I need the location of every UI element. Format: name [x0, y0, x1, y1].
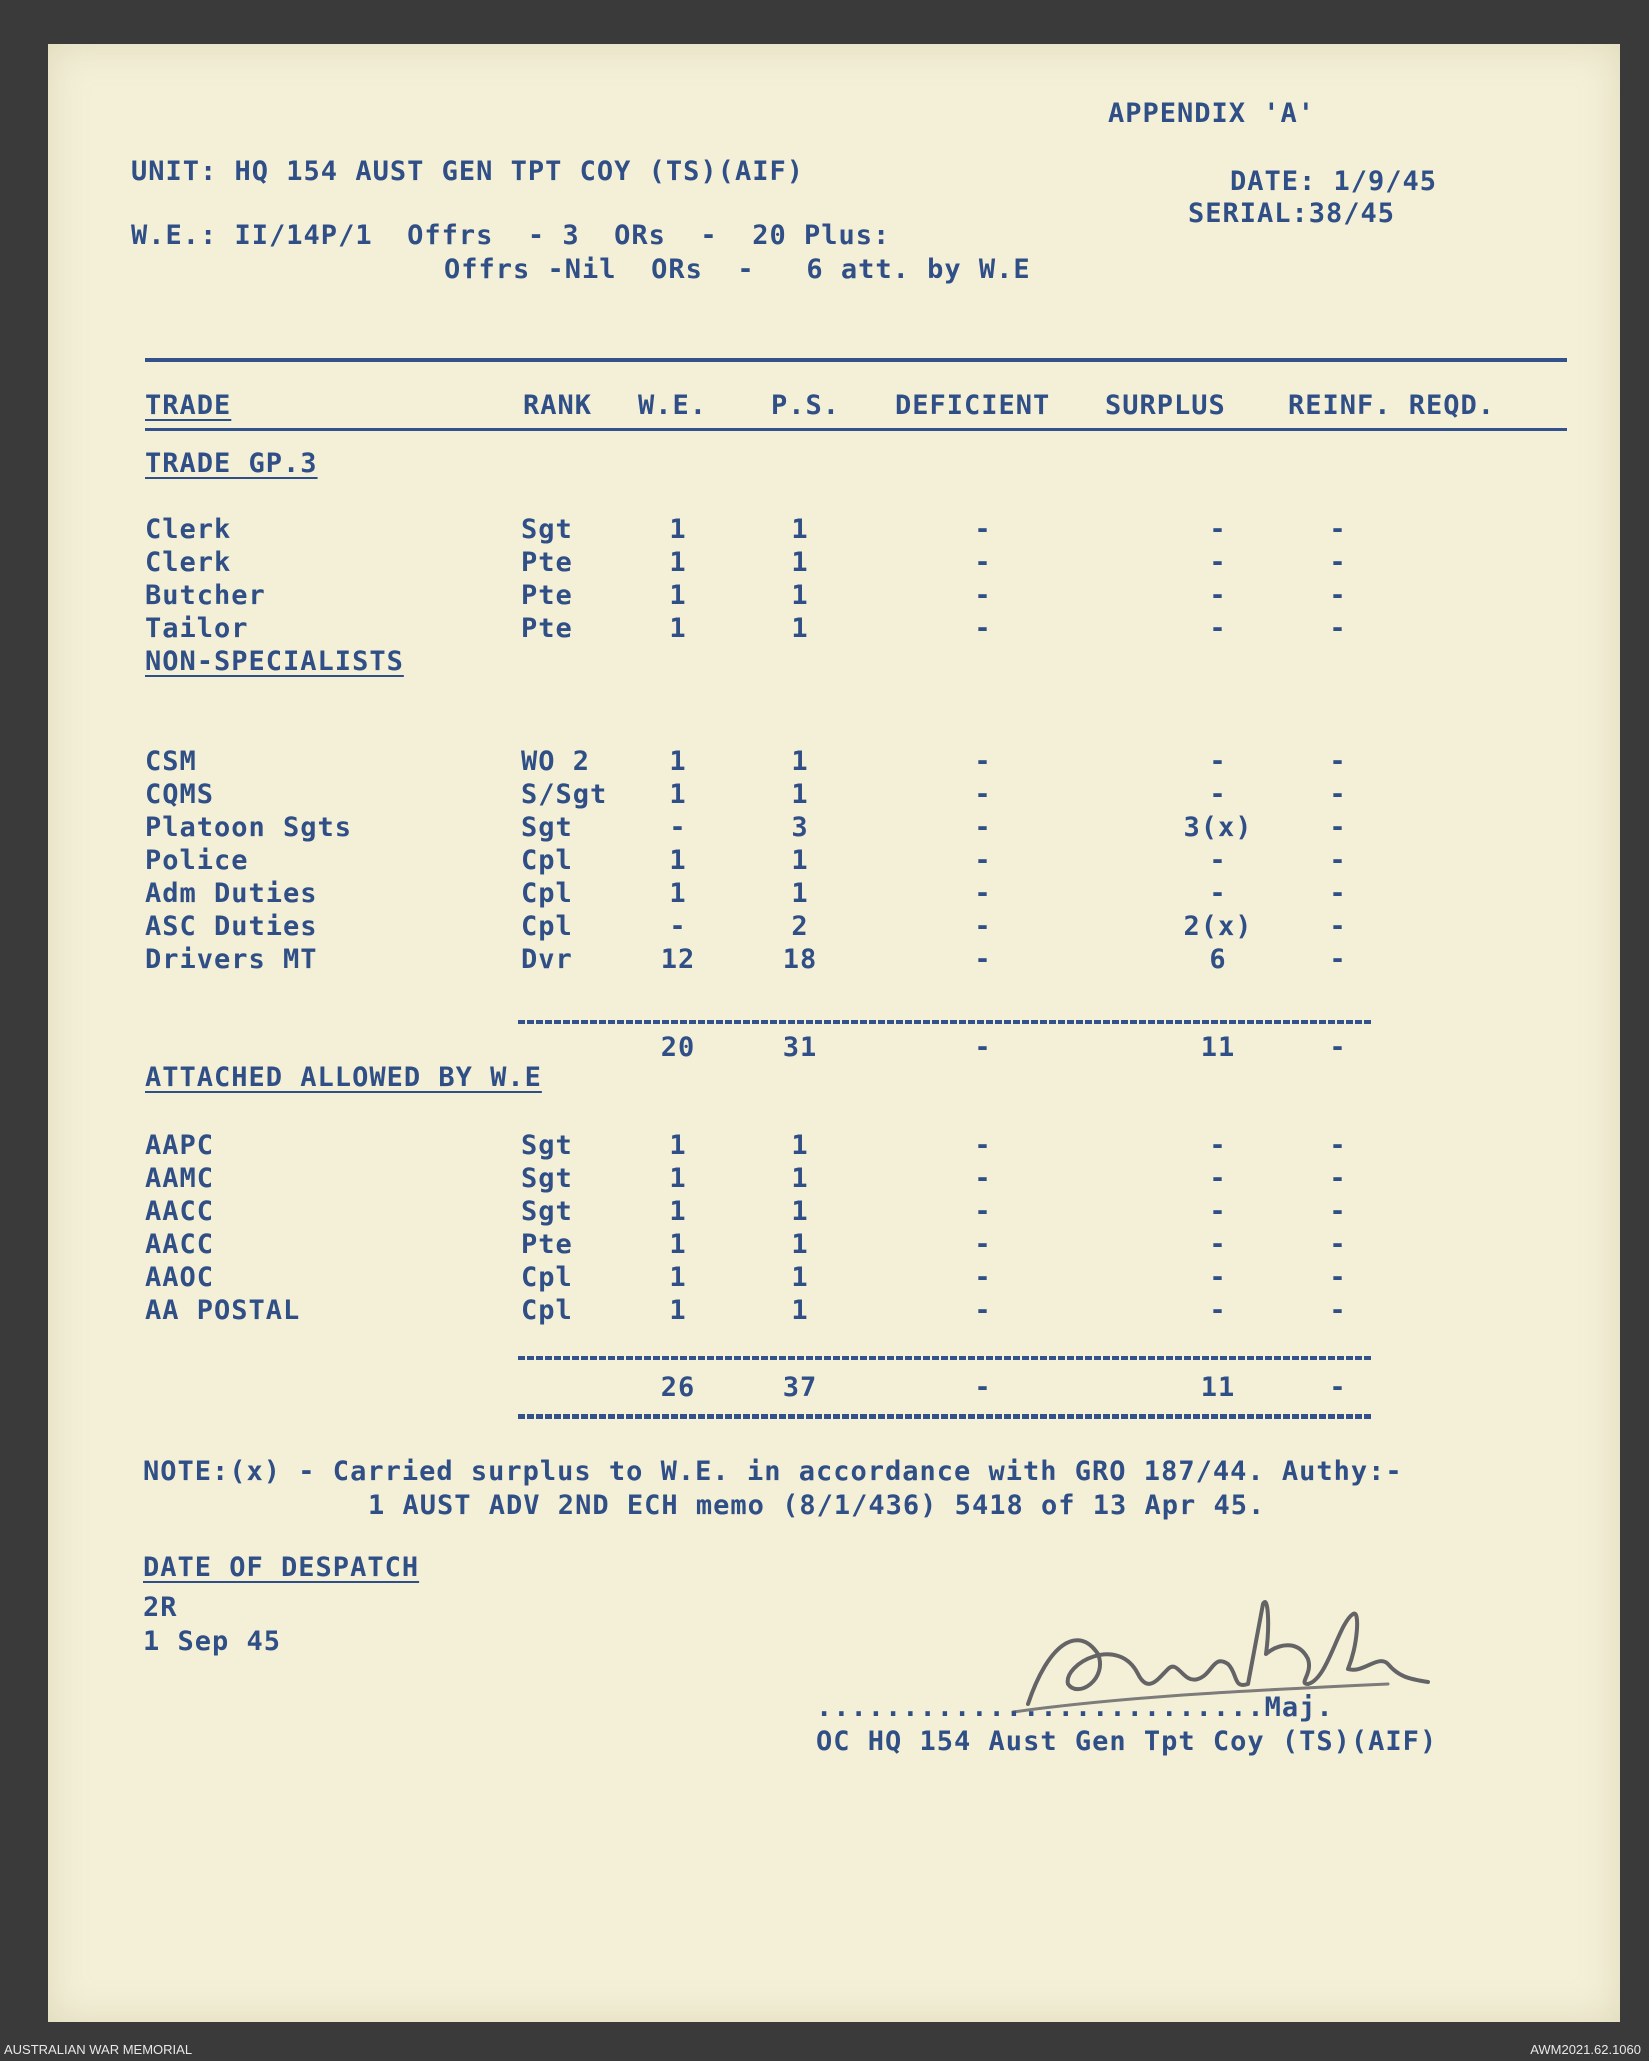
we-line-2: Offrs -Nil ORs - 6 att. by W.E: [444, 254, 1031, 285]
table-cell: 1: [669, 1163, 687, 1194]
subtotal-cell: 11: [1200, 1032, 1236, 1063]
table-cell: 1: [791, 1262, 809, 1293]
despatch-heading: DATE OF DESPATCH: [143, 1552, 420, 1583]
table-cell: 1: [791, 1295, 809, 1326]
table-cell: -: [669, 812, 687, 843]
row-trade: AAMC: [145, 1163, 215, 1194]
table-cell: 3(x): [1183, 812, 1253, 843]
table-cell: -: [974, 547, 992, 578]
row-trade: AAPC: [145, 1130, 215, 1161]
table-cell: 1: [791, 779, 809, 810]
table-cell: 1: [669, 1229, 687, 1260]
footer-left: AUSTRALIAN WAR MEMORIAL: [4, 2042, 193, 2057]
serial-line: SERIAL:38/45: [1188, 198, 1396, 229]
footer-right: AWM2021.62.1060: [1530, 2042, 1641, 2057]
column-header: RANK: [523, 390, 593, 421]
table-cell: -: [1329, 547, 1347, 578]
table-cell: -: [1209, 1130, 1227, 1161]
table-cell: -: [1209, 514, 1227, 545]
column-header-rule: [145, 428, 1567, 431]
row-trade: Clerk: [145, 547, 232, 578]
table-cell: -: [1329, 779, 1347, 810]
table-cell: Cpl: [521, 1262, 573, 1293]
signature-dots: ..........................Maj.: [816, 1692, 1334, 1723]
table-cell: -: [974, 1262, 992, 1293]
table-cell: -: [1329, 845, 1347, 876]
row-trade: Police: [145, 845, 249, 876]
table-cell: Cpl: [521, 878, 573, 909]
table-cell: 1: [669, 580, 687, 611]
row-trade: Clerk: [145, 514, 232, 545]
row-trade: CQMS: [145, 779, 215, 810]
table-cell: -: [1209, 547, 1227, 578]
table-cell: -: [974, 514, 992, 545]
table-cell: -: [1209, 1262, 1227, 1293]
total-rule-bottom: [518, 1414, 1373, 1419]
table-cell: -: [1329, 1196, 1347, 1227]
table-cell: -: [1329, 878, 1347, 909]
table-cell: -: [974, 746, 992, 777]
table-cell: -: [974, 1196, 992, 1227]
table-cell: Pte: [521, 1229, 573, 1260]
table-cell: -: [974, 812, 992, 843]
table-cell: 1: [669, 1130, 687, 1161]
column-header: SURPLUS: [1105, 390, 1226, 421]
table-cell: 1: [669, 1196, 687, 1227]
table-cell: 1: [791, 746, 809, 777]
total-cell: -: [974, 1372, 992, 1403]
table-cell: -: [1209, 1163, 1227, 1194]
table-cell: 3: [791, 812, 809, 843]
table-cell: 1: [669, 547, 687, 578]
table-cell: 12: [660, 944, 696, 975]
subtotal-cell: -: [974, 1032, 992, 1063]
despatch-date: 1 Sep 45: [143, 1626, 282, 1657]
table-cell: 2: [791, 911, 809, 942]
table-cell: -: [669, 911, 687, 942]
table-cell: 1: [791, 613, 809, 644]
table-cell: -: [1329, 613, 1347, 644]
table-cell: 1: [791, 845, 809, 876]
table-cell: -: [1209, 1295, 1227, 1326]
table-cell: -: [1209, 580, 1227, 611]
row-trade: Drivers MT: [145, 944, 318, 975]
row-trade: Butcher: [145, 580, 266, 611]
table-cell: -: [1329, 1295, 1347, 1326]
table-cell: 1: [791, 514, 809, 545]
subtotal-rule: [518, 1020, 1373, 1024]
total-cell: 37: [782, 1372, 818, 1403]
header-rule: [145, 358, 1567, 362]
table-cell: -: [974, 911, 992, 942]
table-cell: 1: [669, 779, 687, 810]
row-trade: AACC: [145, 1196, 215, 1227]
table-cell: -: [974, 779, 992, 810]
table-cell: S/Sgt: [521, 779, 608, 810]
table-cell: -: [1329, 746, 1347, 777]
table-cell: -: [974, 1163, 992, 1194]
total-rule-top: [518, 1356, 1373, 1360]
document-page: [48, 44, 1620, 2022]
table-cell: Sgt: [521, 1163, 573, 1194]
table-cell: Cpl: [521, 845, 573, 876]
table-cell: -: [1329, 812, 1347, 843]
table-cell: -: [1329, 1130, 1347, 1161]
table-cell: -: [1329, 1163, 1347, 1194]
column-header: W.E.: [638, 390, 708, 421]
row-trade: ASC Duties: [145, 911, 318, 942]
total-cell: 11: [1200, 1372, 1236, 1403]
row-trade: CSM: [145, 746, 197, 777]
date-line: DATE: 1/9/45: [1230, 166, 1438, 197]
table-cell: 1: [791, 878, 809, 909]
we-line-1: W.E.: II/14P/1 Offrs - 3 ORs - 20 Plus:: [131, 220, 891, 251]
table-cell: -: [1209, 779, 1227, 810]
table-cell: -: [1209, 613, 1227, 644]
row-trade: Adm Duties: [145, 878, 318, 909]
table-cell: 1: [669, 613, 687, 644]
table-cell: 1: [669, 878, 687, 909]
table-cell: 1: [669, 1262, 687, 1293]
table-cell: -: [974, 1295, 992, 1326]
column-header: DEFICIENT: [895, 390, 1051, 421]
table-cell: Sgt: [521, 514, 573, 545]
footer-bar: [0, 2038, 1649, 2061]
table-cell: 18: [782, 944, 818, 975]
unit-line: UNIT: HQ 154 AUST GEN TPT COY (TS)(AIF): [131, 156, 804, 187]
table-cell: 1: [791, 547, 809, 578]
table-cell: 1: [791, 1196, 809, 1227]
table-cell: 2(x): [1183, 911, 1253, 942]
column-header: TRADE: [145, 390, 232, 421]
appendix-label: APPENDIX 'A': [1108, 98, 1316, 129]
table-cell: 1: [791, 580, 809, 611]
table-cell: 1: [669, 514, 687, 545]
table-cell: -: [974, 944, 992, 975]
section-heading: TRADE GP.3: [145, 448, 318, 479]
table-cell: 1: [669, 746, 687, 777]
table-cell: WO 2: [521, 746, 591, 777]
table-cell: -: [1209, 845, 1227, 876]
signatory-title: OC HQ 154 Aust Gen Tpt Coy (TS)(AIF): [816, 1726, 1438, 1757]
table-cell: -: [1209, 878, 1227, 909]
table-cell: -: [1329, 1229, 1347, 1260]
column-header: REINF. REQD.: [1288, 390, 1496, 421]
note-line-2: 1 AUST ADV 2ND ECH memo (8/1/436) 5418 of 13 Apr 45.: [368, 1490, 1266, 1521]
total-cell: -: [1329, 1372, 1347, 1403]
table-cell: -: [1329, 514, 1347, 545]
table-cell: -: [1329, 580, 1347, 611]
total-cell: 26: [660, 1372, 696, 1403]
table-cell: 1: [669, 1295, 687, 1326]
table-cell: -: [974, 1229, 992, 1260]
section-heading: ATTACHED ALLOWED BY W.E: [145, 1062, 542, 1093]
section-heading: NON-SPECIALISTS: [145, 646, 404, 677]
row-trade: Tailor: [145, 613, 249, 644]
table-cell: Sgt: [521, 1130, 573, 1161]
table-cell: Sgt: [521, 812, 573, 843]
table-cell: -: [1209, 1229, 1227, 1260]
row-trade: Platoon Sgts: [145, 812, 353, 843]
table-cell: -: [1329, 944, 1347, 975]
table-cell: -: [1329, 1262, 1347, 1293]
table-cell: -: [974, 878, 992, 909]
note-line-1: NOTE:(x) - Carried surplus to W.E. in accordance with GRO 187/44. Authy:-: [143, 1456, 1403, 1487]
subtotal-cell: 20: [660, 1032, 696, 1063]
column-header: P.S.: [771, 390, 841, 421]
despatch-mark: 2R: [143, 1592, 178, 1623]
table-cell: -: [1329, 911, 1347, 942]
table-cell: Sgt: [521, 1196, 573, 1227]
row-trade: AA POSTAL: [145, 1295, 301, 1326]
table-cell: -: [974, 845, 992, 876]
table-cell: -: [1209, 746, 1227, 777]
table-cell: -: [1209, 1196, 1227, 1227]
row-trade: AAOC: [145, 1262, 215, 1293]
table-cell: Pte: [521, 613, 573, 644]
table-cell: Pte: [521, 547, 573, 578]
table-cell: 1: [791, 1130, 809, 1161]
table-cell: -: [974, 613, 992, 644]
table-cell: -: [974, 580, 992, 611]
table-cell: 1: [791, 1229, 809, 1260]
row-trade: AACC: [145, 1229, 215, 1260]
table-cell: Cpl: [521, 911, 573, 942]
table-cell: Pte: [521, 580, 573, 611]
table-cell: -: [974, 1130, 992, 1161]
table-cell: Cpl: [521, 1295, 573, 1326]
subtotal-cell: 31: [782, 1032, 818, 1063]
table-cell: 1: [791, 1163, 809, 1194]
table-cell: Dvr: [521, 944, 573, 975]
table-cell: 6: [1209, 944, 1227, 975]
subtotal-cell: -: [1329, 1032, 1347, 1063]
table-cell: 1: [669, 845, 687, 876]
